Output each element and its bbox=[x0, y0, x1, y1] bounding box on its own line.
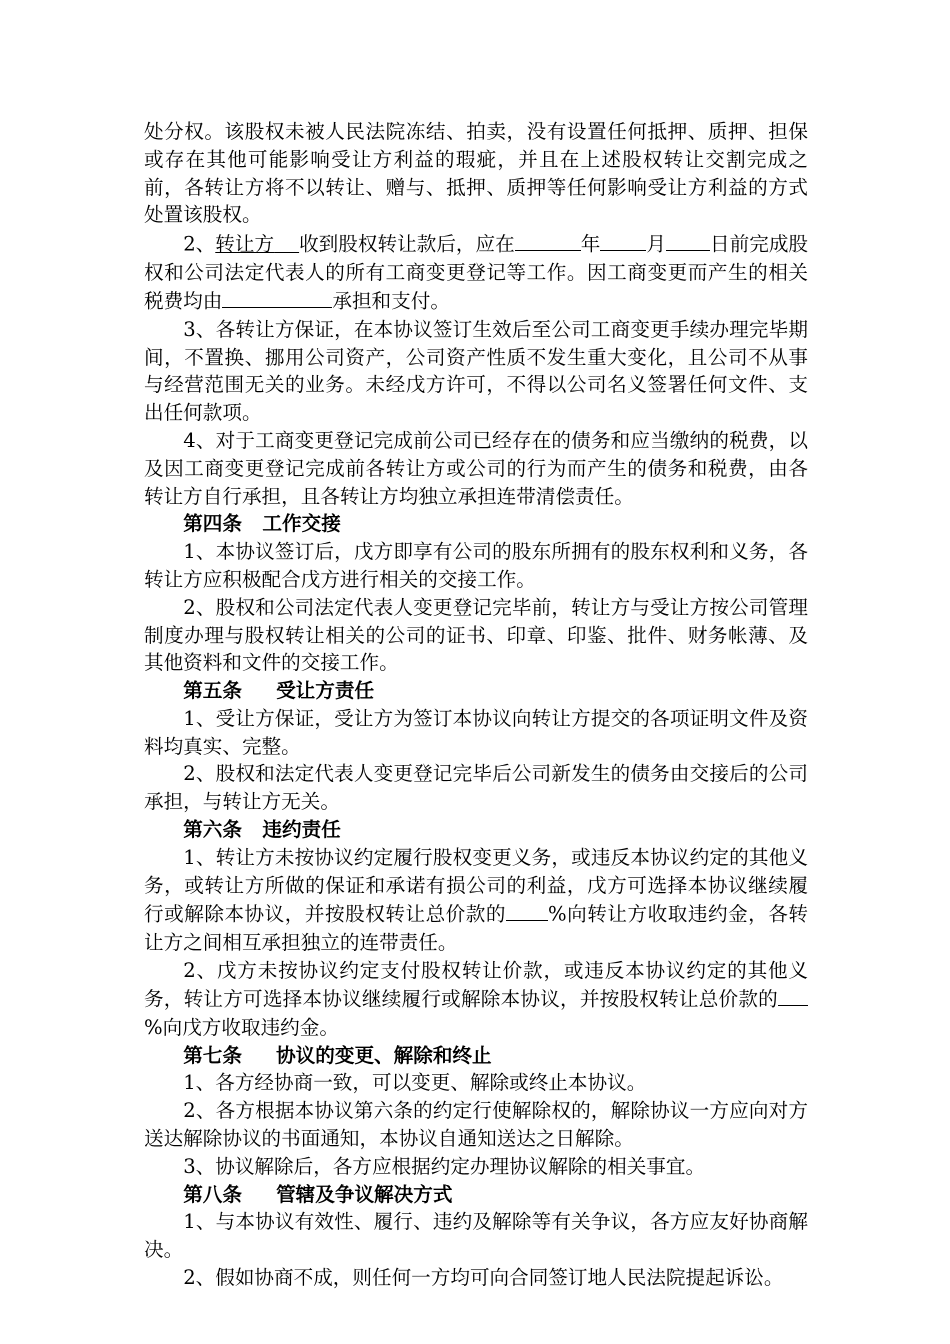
paragraph-article6-item2 bbox=[144, 957, 808, 1042]
percent-blank bbox=[778, 984, 808, 1006]
paragraph-article3-item4: 4、对于工商变更登记完成前公司已经存在的债务和应当缴纳的税费，以及因工商变更登记完成前各转让方或公司的行为而产生的债务和税费，由各转让方自行承担，且各转让方均独立承担连带清偿责任。 bbox=[144, 428, 808, 508]
tax-payer-blank bbox=[222, 286, 332, 308]
article5-heading: 第五条 受让方责任 bbox=[183, 679, 375, 703]
article4-heading: 第四条 工作交接 bbox=[183, 512, 341, 536]
paragraph-article7-item3: 3、协议解除后，各方应根据约定办理协议解除的相关事宜。 bbox=[183, 1154, 706, 1178]
day-blank bbox=[666, 229, 710, 251]
month-blank bbox=[600, 229, 646, 251]
paragraph-article8-item2: 2、假如协商不成，则任何一方均可向合同签订地人民法院提起诉讼。 bbox=[183, 1265, 784, 1289]
year-label: 年 bbox=[580, 232, 601, 256]
paragraph-article5-item2: 2、股权和法定代表人变更登记完毕后公司新发生的债务由交接后的公司承担，与转让方无关。 bbox=[144, 762, 808, 814]
year-blank bbox=[515, 229, 581, 251]
paragraph-article3-item3: 3、各转让方保证，在本协议签订生效后至公司工商变更手续办理完毕期间，不置换、挪用公司资产，公司资产性质不发生重大变化，且公司不从事与经营范围无关的业务。未经戊方许可，不得以公司名义签署任何文件、支出任何款项。 bbox=[144, 317, 808, 425]
paragraph-article4-item1: 1、本协议签订后，戊方即享有公司的股东所拥有的股东权利和义务，各转让方应积极配合戊方进行相关的交接工作。 bbox=[144, 540, 808, 591]
percent-blank bbox=[506, 899, 548, 921]
paragraph-article7-item2: 2、各方根据本协议第六条的约定行使解除权的，解除协议一方应向对方送达解除协议的书面通知，本协议自通知送达之日解除。 bbox=[144, 1099, 808, 1150]
paragraph-article4-item2: 2、股权和公司法定代表人变更登记完毕前，转让方与受让方按公司管理制度办理与股权转让相关的公司的证书、印章、印鉴、批件、财务帐薄、及其他资料和文件的交接工作。 bbox=[144, 595, 808, 675]
text-segment: 2、戊方未按协议约定支付股权转让价款，或违反本协议约定的其他义务，转让方可选择本协议继续履行或解除本协议，并按股权转让总价款的 bbox=[144, 958, 808, 1012]
article6-heading: 第六条 违约责任 bbox=[183, 818, 341, 842]
item-number: 2、 bbox=[183, 232, 216, 256]
article8-heading: 第八条 管辖及争议解决方式 bbox=[183, 1182, 453, 1206]
text-segment: %向戊方收取违约金。 bbox=[144, 1015, 339, 1039]
text-segment: 收到股权转让款后，应在 bbox=[299, 232, 515, 256]
paragraph-article7-item1: 1、各方经协商一致，可以变更、解除或终止本协议。 bbox=[183, 1071, 647, 1095]
month-label: 月 bbox=[646, 232, 666, 256]
paragraph-intro: 处分权。该股权未被人民法院冻结、拍卖，没有设置任何抵押、质押、担保或存在其他可能影响受让方利益的瑕疵，并且在上述股权转让交割完成之前，各转让方将不以转让、赠与、抵押、质押等任何影响受让方利益的方式处置该股权。 bbox=[144, 120, 808, 227]
document-page bbox=[144, 118, 808, 1292]
article7-heading: 第七条 协议的变更、解除和终止 bbox=[183, 1043, 492, 1067]
paragraph-article5-item1: 1、受让方保证，受让方为签订本协议向转让方提交的各项证明文件及资料均真实、完整。 bbox=[144, 706, 808, 758]
paragraph-article3-item2 bbox=[144, 229, 808, 316]
text-segment: 承担和支付。 bbox=[332, 289, 450, 313]
paragraph-article6-item1 bbox=[144, 844, 808, 957]
text-segment: %向转让方收取违约金，各转让方之间相互承担独立的连带责任。 bbox=[144, 903, 808, 954]
text-segment: 日前完成股权和公司法定代表人的所有工商变更登记等工作。因工商变更而产生的相关税费均由 bbox=[144, 232, 809, 313]
paragraph-article8-item1: 1、与本协议有效性、履行、违约及解除等有关争议，各方应友好协商解决。 bbox=[144, 1210, 808, 1262]
party-underlined: 转让方 bbox=[215, 232, 275, 256]
text-segment: 1、转让方未按协议约定履行股权变更义务，或违反本协议约定的其他义务，或转让方所做的保证和承诺有损公司的利益，戊方可选择本协议继续履行或解除本协议，并按股权转让总价款的 bbox=[144, 845, 808, 927]
